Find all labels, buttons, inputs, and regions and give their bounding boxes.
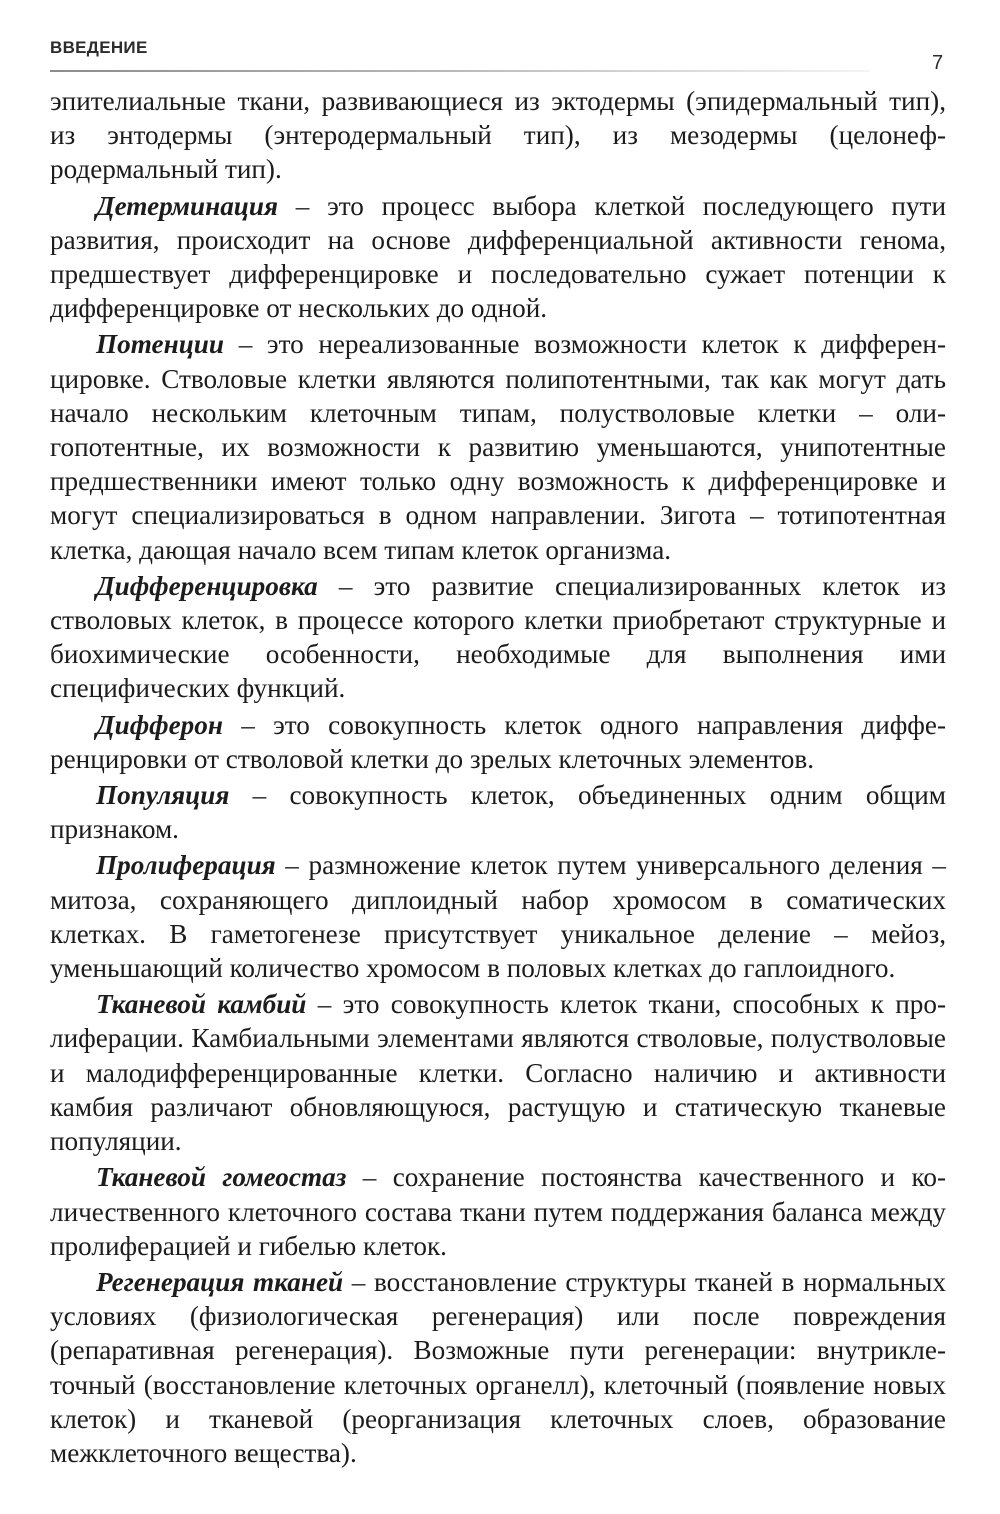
paragraph-potencies	[50, 327, 946, 566]
paragraph-proliferation	[50, 848, 946, 985]
paragraph-determination	[50, 189, 946, 326]
paragraph-text: – это совокупность клеток одного направления дифференцировки от стволовой клетки до зрелых клеточных элементов.	[50, 709, 946, 774]
paragraph-tissue-regeneration	[50, 1265, 946, 1470]
term-heading: Тканевой гомеостаз	[96, 1162, 347, 1193]
paragraph-text: – это совокупность клеток ткани, способных к пролиферации. Камбиальными элементами являются стволовые, полустволовые и малодифференцированные клетки. Согласно наличию и активности камбия различают обновляющуюся, растущую и статическую тканевые популяции.	[50, 989, 946, 1157]
term-heading: Популяция	[96, 780, 230, 811]
paragraph-text: – совокупность клеток, объединенных одним общим признаком.	[50, 780, 946, 845]
paragraph-continuation	[50, 84, 946, 187]
term-heading: Дифференцировка	[96, 570, 318, 601]
term-heading: Дифферон	[96, 709, 223, 740]
body-text	[50, 84, 946, 1472]
paragraph-text: – сохранение постоянства качественного и количественного клеточного состава ткани путем поддержания баланса между пролиферацией и гибелью клеток.	[50, 1162, 946, 1261]
paragraph-differon	[50, 708, 946, 776]
paragraph-text: – восстановление структуры тканей в нормальных условиях (физиологическая регенерация) или после повреждения (репаративная регенерация). Возможные пути регенерации: внутриклеточный (восстановление клеточных органелл), клеточный (появление новых клеток) и тканевой (реорганизация клеточных слоев, образование межклеточного вещества).	[50, 1266, 946, 1468]
paragraph-text: – это развитие специализированных клеток из стволовых клеток, в процессе которого клетки приобретают структурные и биохимические особенности, необходимые для выполнения ими специфических функций.	[50, 570, 946, 704]
paragraph-text: – это процесс выбора клеткой последующего пути развития, происходит на основе дифференциальной активности генома, предшествует дифференцировке и последовательно сужает потенции к дифференцировке от нескольких до одной.	[50, 190, 946, 324]
paragraph-tissue-homeostasis	[50, 1160, 946, 1263]
term-heading: Детерминация	[96, 190, 279, 221]
term-heading: Регенерация тканей	[96, 1266, 344, 1297]
paragraph-differentiation	[50, 569, 946, 706]
term-heading: Потенции	[96, 329, 225, 360]
page-number: 7	[932, 52, 944, 74]
header-rule	[50, 70, 870, 72]
paragraph-tissue-cambium	[50, 987, 946, 1158]
paragraph-population	[50, 778, 946, 846]
term-heading: Тканевой камбий	[96, 989, 307, 1020]
paragraph-text: – это нереализованные возможности клеток к дифференцировке. Стволовые клетки являются полипотентными, так как могут дать начало нескольким клеточным типам, полустволовые клетки – олигопотентные, их возможности к развитию уменьшаются, унипотентные предшественники имеют только одну возможность к дифференцировке и могут специализироваться в одном направлении. Зигота – тотипотентная клетка, дающая начало всем типам клеток организма.	[50, 329, 946, 565]
running-head-section-title: ВВЕДЕНИЕ	[50, 38, 148, 57]
paragraph-text: эпителиальные ткани, развивающиеся из эктодермы (эпидермальный тип), из энтодермы (энтеродермальный тип), из мезодермы (целонефродермальный тип).	[50, 86, 946, 185]
paragraph-text: – размножение клеток путем универсального деления – митоза, сохраняющего диплоидный набор хромосом в соматических клетках. В гаметогенезе присутствует уникальное деление – мейоз, уменьшающий количество хромосом в половых клетках до гаплоидного.	[50, 850, 946, 984]
term-heading: Пролиферация	[96, 850, 276, 881]
